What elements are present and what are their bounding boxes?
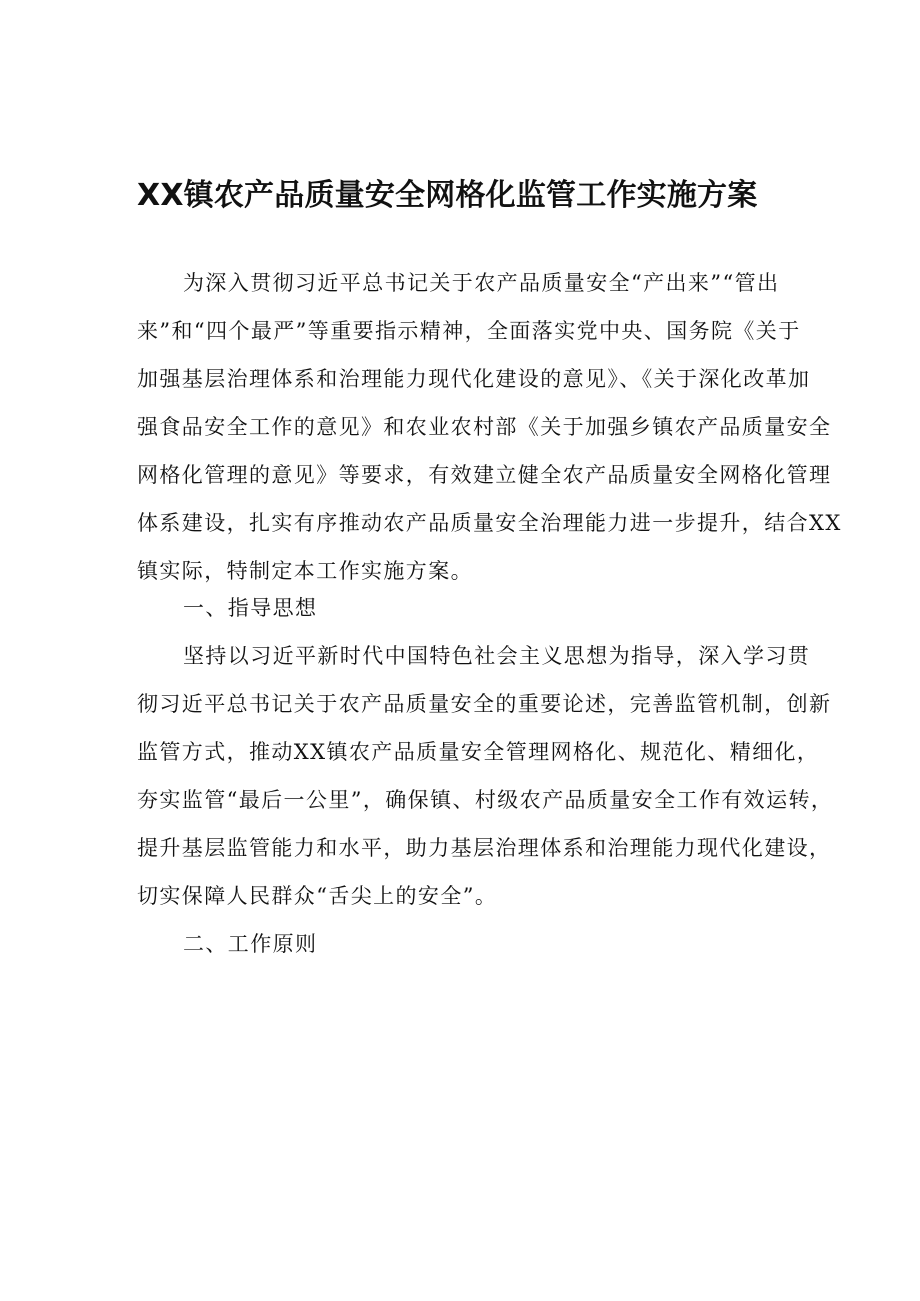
- guiding-ideology-paragraph: [137, 632, 834, 920]
- paragraph-line: 加强基层治理体系和治理能力现代化建设的意见》、《关于深化改革加: [137, 367, 811, 391]
- paragraph-line: 坚持以习近平新时代中国特色社会主义思想为指导，深入学习贯: [183, 644, 811, 668]
- paragraph-line: 镇实际，特制定本工作实施方案。: [137, 559, 473, 583]
- paragraph-line: 来”和“四个最严”等重要指示精神，全面落实党中央、国务院《关于: [137, 319, 801, 343]
- section-heading-work-principles: 二、工作原则: [183, 932, 318, 956]
- paragraph-line: 体系建设，扎实有序推动农产品质量安全治理能力进一步提升，结合XX: [137, 511, 842, 535]
- intro-paragraph: [137, 259, 842, 595]
- paragraph-line: 为深入贯彻习近平总书记关于农产品质量安全“产出来”“管出: [183, 271, 780, 295]
- paragraph-line: 强食品安全工作的意见》和农业农村部《关于加强乡镇农产品质量安全: [137, 415, 832, 439]
- paragraph-line: 监管方式，推动XX镇农产品质量安全管理网格化、规范化、精细化，: [137, 740, 820, 764]
- paragraph-line: 网格化管理的意见》等要求，有效建立健全农产品质量安全网格化管理: [137, 463, 832, 487]
- paragraph-line: 彻习近平总书记关于农产品质量安全的重要论述，完善监管机制，创新: [137, 692, 832, 716]
- paragraph-line: 夯实监管“最后一公里”，确保镇、村级农产品质量安全工作有效运转，: [137, 788, 834, 812]
- paragraph-line: 切实保障人民群众“舌尖上的安全”。: [137, 884, 498, 908]
- document-title: XX镇农产品质量安全网格化监管工作实施方案: [137, 178, 758, 213]
- section-heading-guiding-ideology: 一、指导思想: [183, 596, 318, 620]
- paragraph-line: 提升基层监管能力和水平，助力基层治理体系和治理能力现代化建设，: [137, 836, 832, 860]
